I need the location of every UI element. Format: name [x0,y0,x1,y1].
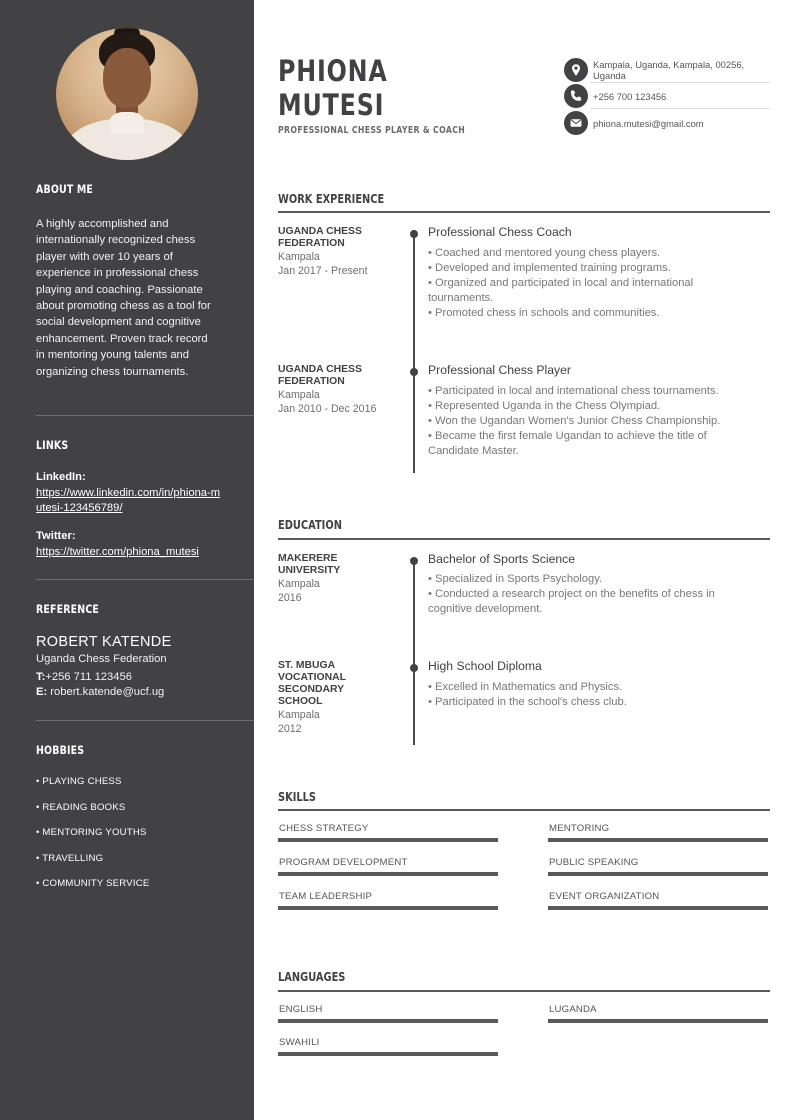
contact-phone [564,84,770,108]
languages-heading: LANGUAGES [278,970,346,984]
reference-phone-label: T: [36,671,46,683]
education-degree: High School Diploma [428,659,542,673]
experience-bullets [428,246,758,321]
skill-bar [548,838,768,842]
reference-phone [36,671,132,683]
skill-bar-fill [278,906,498,910]
skill-item [548,823,768,842]
hobbies-list [36,776,149,904]
timeline-dot [410,368,418,376]
education-location: Kampala [278,709,320,721]
experience-location: Kampala [278,389,320,401]
education-location: Kampala [278,578,320,590]
first-name: PHIONA [278,54,388,88]
phone-icon [564,84,588,108]
experience-heading: WORK EXPERIENCE [278,192,385,206]
education-school: ST. MBUGA VOCATIONAL SECONDARY SCHOOL [278,660,346,707]
skill-bar-fill [548,838,768,842]
links-heading: LINKS [36,438,69,452]
skill-item [278,891,498,910]
skill-label: CHESS STRATEGY [279,823,369,834]
contact-email [564,111,770,135]
experience-role: Professional Chess Coach [428,225,572,239]
bullet-item: • Represented Uganda in the Chess Olympiad. [428,400,661,412]
divider [591,108,770,109]
job-title: PROFESSIONAL CHESS PLAYER & COACH [278,125,466,136]
reference-email-value: robert.katende@ucf.ug [50,686,165,698]
reference-name: ROBERT KATENDE [36,634,172,650]
language-item [278,1004,498,1023]
linkedin-label: LinkedIn: [36,471,86,483]
skill-bar [548,906,768,910]
bullet-item: • Participated in local and international chess tournaments. [428,385,719,397]
experience-dates: Jan 2010 - Dec 2016 [278,403,377,415]
experience-org: UGANDA CHESS FEDERATION [278,364,362,387]
education-degree: Bachelor of Sports Science [428,552,576,566]
language-bar [278,1019,498,1023]
skill-item [548,857,768,876]
email-text[interactable]: phiona.mutesi@gmail.com [593,118,704,129]
divider [36,579,254,580]
language-bar-fill [278,1052,498,1056]
phone-text: +256 700 123456 [593,91,667,102]
section-rule [278,990,770,992]
skill-bar [548,872,768,876]
bullet-item: • Conducted a research project on the benefits of chess in cognitive development. [428,588,715,615]
divider [36,720,254,721]
experience-org: UGANDA CHESS FEDERATION [278,226,362,249]
education-year: 2012 [278,723,302,735]
skill-label: MENTORING [549,823,610,834]
skill-label: EVENT ORGANIZATION [549,891,660,902]
envelope-icon [564,111,588,135]
language-bar [278,1052,498,1056]
reference-email-label: E: [36,686,48,698]
profile-photo [56,28,198,160]
language-bar [548,1019,768,1023]
skill-item [278,857,498,876]
language-bar-fill [548,1019,768,1023]
hobbies-heading: HOBBIES [36,743,85,757]
timeline-dot [410,664,418,672]
section-rule [278,211,770,213]
divider [591,82,770,83]
education-timeline [413,558,415,745]
bullet-item: • Specialized in Sports Psychology. [428,573,603,585]
language-label: SWAHILI [279,1037,320,1048]
reference-heading: REFERENCE [36,602,100,616]
education-bullets [428,680,758,710]
experience-location: Kampala [278,251,320,263]
skill-item [548,891,768,910]
bullet-item: • Participated in the school's chess club. [428,696,627,708]
skill-bar-fill [278,872,498,876]
skill-bar [278,872,498,876]
skills-heading: SKILLS [278,790,317,804]
reference-email [36,686,164,698]
location-pin-icon [564,58,588,82]
education-year: 2016 [278,592,302,604]
last-name: MUTESI [278,88,385,122]
hobby-item: • MENTORING YOUTHS [36,827,147,838]
contact-address [564,58,770,82]
bullet-item: • Became the first female Ugandan to achieve the title of Candidate Master. [428,430,707,457]
bullet-item: • Organized and participated in local and international tournaments. [428,277,694,304]
twitter-link[interactable]: https://twitter.com/phiona_mutesi [36,546,199,558]
skill-bar [278,906,498,910]
linkedin-link[interactable]: https://www.linkedin.com/in/phiona-mutesi-123456789/ [36,487,221,514]
bullet-item: • Coached and mentored young chess players. [428,247,661,259]
language-bar-fill [278,1019,498,1023]
sidebar [0,0,254,1120]
skill-label: PUBLIC SPEAKING [549,857,639,868]
experience-role: Professional Chess Player [428,363,571,377]
bullet-item: • Excelled in Mathematics and Physics. [428,681,623,693]
skill-item [278,823,498,842]
skill-label: PROGRAM DEVELOPMENT [279,857,408,868]
about-heading: ABOUT ME [36,182,94,196]
language-label: ENGLISH [279,1004,323,1015]
section-rule [278,538,770,540]
hobby-item: • READING BOOKS [36,801,126,813]
reference-org: Uganda Chess Federation [36,653,167,665]
about-text: A highly accomplished and internationally recognized chess player with over 10 years of experience in professional chess playing and coaching. Passionate about promoting chess as a tool for social development and cognitive enhancement. Proven track record in mentoring young talents and organizing chess tournaments. [36,218,211,378]
skill-bar-fill [548,872,768,876]
skill-label: TEAM LEADERSHIP [279,891,373,902]
bullet-item: • Promoted chess in schools and communities. [428,307,660,319]
education-bullets [428,572,758,617]
education-school: MAKERERE UNIVERSITY [278,553,341,576]
bullet-item: • Won the Ugandan Women's Junior Chess Championship. [428,415,721,427]
timeline-dot [410,230,418,238]
hobby-item: • TRAVELLING [36,852,104,864]
skill-bar-fill [548,906,768,910]
experience-dates: Jan 2017 - Present [278,265,368,277]
skill-bar [278,838,498,842]
bullet-item: • Developed and implemented training programs. [428,262,671,274]
hobby-item: • PLAYING CHESS [36,776,122,787]
language-item [278,1037,498,1056]
section-rule [278,809,770,811]
divider [36,415,254,416]
language-label: LUGANDA [549,1004,597,1015]
education-heading: EDUCATION [278,518,342,532]
language-item [548,1004,768,1023]
timeline-dot [410,557,418,565]
skill-bar-fill [278,838,498,842]
hobby-item: • COMMUNITY SERVICE [36,878,150,889]
experience-timeline [413,230,415,473]
address-text: Kampala, Uganda, Kampala, 00256, Uganda [593,59,745,81]
reference-phone-value: +256 711 123456 [45,671,132,683]
experience-bullets [428,384,758,459]
twitter-label: Twitter: [36,530,76,542]
full-name [278,54,388,122]
